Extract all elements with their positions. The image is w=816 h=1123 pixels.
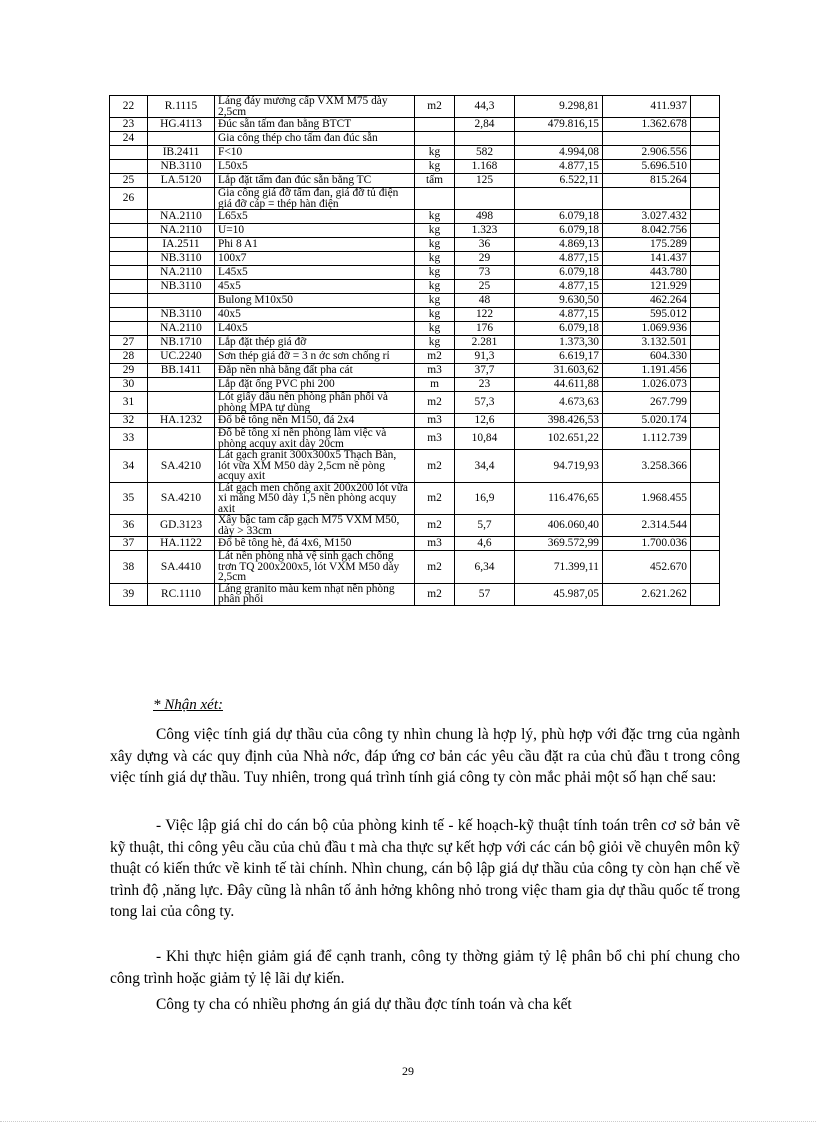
cell-unit-price: 44.611,88 [515, 378, 603, 392]
cell-quantity: 498 [455, 210, 515, 224]
cell-code: SA.4210 [148, 450, 215, 483]
cell-total: 1.191.456 [603, 364, 691, 378]
cell-quantity: 57,3 [455, 392, 515, 414]
cell-unit: kg [415, 160, 455, 174]
cell-unit-price: 6.079,18 [515, 322, 603, 336]
cell-description: 100x7 [215, 252, 415, 266]
cell-blank [691, 294, 720, 308]
cell-total: 2.906.556 [603, 146, 691, 160]
cell-unit-price: 116.476,65 [515, 482, 603, 515]
cell-description: Gia công giá đỡ tấm đan, giá đỡ tủ điện giá đỡ cáp = thép hàn điện [215, 188, 415, 210]
cell-unit-price: 6.619,17 [515, 350, 603, 364]
cell-quantity: 122 [455, 308, 515, 322]
cell-unit: m2 [415, 350, 455, 364]
cell-unit: kg [415, 336, 455, 350]
cell-unit: m3 [415, 428, 455, 450]
table-row [110, 551, 720, 584]
page-number: 29 [402, 1064, 414, 1078]
cell-unit: kg [415, 224, 455, 238]
cell-code: NB.1710 [148, 336, 215, 350]
cell-stt [110, 146, 148, 160]
cell-stt [110, 266, 148, 280]
cell-quantity [455, 188, 515, 210]
cell-description: Đắp nền nhà bằng đất pha cát [215, 364, 415, 378]
table-row [110, 350, 720, 364]
cell-description: Xây bậc tam cấp gạch M75 VXM M50, dày > 33cm [215, 515, 415, 537]
cell-code: R.1115 [148, 96, 215, 118]
cell-total: 452.670 [603, 551, 691, 584]
cell-blank [691, 450, 720, 483]
cell-code: GD.3123 [148, 515, 215, 537]
cell-total [603, 132, 691, 146]
cell-quantity: 6,34 [455, 551, 515, 584]
paragraph-options: Công ty cha có nhiều phơng án giá dự thầu đợc tính toán và cha kết [156, 996, 572, 1013]
cell-blank [691, 174, 720, 188]
cell-total: 5.020.174 [603, 414, 691, 428]
cell-stt: 27 [110, 336, 148, 350]
cell-blank [691, 336, 720, 350]
table-row [110, 294, 720, 308]
cell-stt: 32 [110, 414, 148, 428]
table-row [110, 224, 720, 238]
cell-unit-price: 369.572,99 [515, 537, 603, 551]
cell-unit [415, 132, 455, 146]
cell-total: 462.264 [603, 294, 691, 308]
table-row [110, 322, 720, 336]
table-row [110, 146, 720, 160]
cell-unit: m2 [415, 482, 455, 515]
cell-description: L65x5 [215, 210, 415, 224]
cell-unit-price: 4.673,63 [515, 392, 603, 414]
cell-blank [691, 322, 720, 336]
cell-stt: 37 [110, 537, 148, 551]
table-row [110, 210, 720, 224]
cell-total: 1.968.455 [603, 482, 691, 515]
cell-unit: m2 [415, 96, 455, 118]
note-title: * Nhận xét: [153, 697, 223, 713]
cell-description: L50x5 [215, 160, 415, 174]
table-row [110, 450, 720, 483]
cell-stt: 39 [110, 583, 148, 605]
cell-description: Láng đáy mương cấp VXM M75 dày 2,5cm [215, 96, 415, 118]
cell-code: NA.2110 [148, 210, 215, 224]
cell-code: IA.2511 [148, 238, 215, 252]
cell-unit: m2 [415, 515, 455, 537]
cell-code: HA.1232 [148, 414, 215, 428]
cell-description: Lát gạch men chống axit 200x200 lót vữa xi măng M50 dày 1,5 nền phòng acquy axit [215, 482, 415, 515]
table-row [110, 482, 720, 515]
cell-description: Lót giấy dầu nền phòng phân phối và phòng MPA tự dùng [215, 392, 415, 414]
cell-stt: 34 [110, 450, 148, 483]
cell-unit: kg [415, 238, 455, 252]
cell-unit [415, 188, 455, 210]
cell-code: NB.3110 [148, 160, 215, 174]
cell-unit: m2 [415, 583, 455, 605]
cell-blank [691, 308, 720, 322]
cell-blank [691, 378, 720, 392]
bottom-divider [0, 1121, 816, 1122]
cell-description: 40x5 [215, 308, 415, 322]
cell-code: IB.2411 [148, 146, 215, 160]
cell-total: 411.937 [603, 96, 691, 118]
cell-total: 3.027.432 [603, 210, 691, 224]
cell-description: 45x5 [215, 280, 415, 294]
cell-blank [691, 238, 720, 252]
cell-unit-price: 9.298,81 [515, 96, 603, 118]
cell-quantity: 73 [455, 266, 515, 280]
cell-quantity: 37,7 [455, 364, 515, 378]
cell-total: 3.132.501 [603, 336, 691, 350]
cell-unit: kg [415, 266, 455, 280]
cell-code: NA.2110 [148, 322, 215, 336]
table-row [110, 96, 720, 118]
cell-blank [691, 364, 720, 378]
cell-unit: kg [415, 280, 455, 294]
cell-stt [110, 160, 148, 174]
cell-total [603, 188, 691, 210]
cell-total: 3.258.366 [603, 450, 691, 483]
cell-code: UC.2240 [148, 350, 215, 364]
cell-stt [110, 252, 148, 266]
cell-unit-price: 6.079,18 [515, 210, 603, 224]
cell-total: 267.799 [603, 392, 691, 414]
cell-quantity: 2,84 [455, 118, 515, 132]
table-row [110, 280, 720, 294]
cell-description: L40x5 [215, 322, 415, 336]
cell-unit-price [515, 132, 603, 146]
cell-description: Sơn thép giá đỡ = 3 n ớc sơn chống rỉ [215, 350, 415, 364]
cell-description: Gia công thép cho tấm đan đúc sẵn [215, 132, 415, 146]
cell-stt: 38 [110, 551, 148, 584]
cell-quantity [455, 132, 515, 146]
cell-stt: 23 [110, 118, 148, 132]
cell-blank [691, 515, 720, 537]
cell-unit: m [415, 378, 455, 392]
cell-quantity: 5,7 [455, 515, 515, 537]
cell-description: Lắp đặt thép giá đỡ [215, 336, 415, 350]
cell-code [148, 132, 215, 146]
cell-code [148, 428, 215, 450]
cell-code: HG.4113 [148, 118, 215, 132]
cell-blank [691, 132, 720, 146]
table-row [110, 160, 720, 174]
cell-unit: kg [415, 308, 455, 322]
cell-quantity: 176 [455, 322, 515, 336]
cell-quantity: 1.323 [455, 224, 515, 238]
cell-description: Phi 8 A1 [215, 238, 415, 252]
cell-stt [110, 280, 148, 294]
cell-total: 1.700.036 [603, 537, 691, 551]
table-row [110, 188, 720, 210]
cell-stt: 33 [110, 428, 148, 450]
cell-blank [691, 392, 720, 414]
cell-unit-price: 1.373,30 [515, 336, 603, 350]
cell-description: Đổ bê tông nền M150, đá 2x4 [215, 414, 415, 428]
cell-blank [691, 428, 720, 450]
cell-total: 1.069.936 [603, 322, 691, 336]
cell-unit-price: 94.719,93 [515, 450, 603, 483]
cell-quantity: 23 [455, 378, 515, 392]
cell-stt: 29 [110, 364, 148, 378]
cell-code [148, 294, 215, 308]
cell-blank [691, 280, 720, 294]
cell-quantity: 91,3 [455, 350, 515, 364]
paragraph-pricing-staff: - Việc lập giá chỉ do cán bộ của phòng kinh tế - kế hoạch-kỹ thuật tính toán trên cơ sở bản vẽ kỹ thuật, thi công yêu cầu của chủ đầu t mà cha thực sự kết hợp với các cán bộ giỏi về chuyên môn kỹ thuật có kiến thức về kinh tế tài chính. Nhìn chung, cán bộ lập giá dự thầu của công ty còn hạn chế về trình độ ,năng lực. Đây cũng là nhân tố ảnh hởng không nhỏ trong việc tham gia dự thầu quốc tế trong tong lai của công ty. [110, 817, 740, 921]
cell-code [148, 392, 215, 414]
paragraph-price-reduction: - Khi thực hiện giảm giá để cạnh tranh, công ty thờng giảm tỷ lệ phân bổ chi phí chung cho công trình hoặc giảm tỷ lệ lãi dự kiến. [110, 948, 740, 987]
table-body [110, 96, 720, 606]
cell-description: L45x5 [215, 266, 415, 280]
cell-blank [691, 210, 720, 224]
cell-total: 8.042.756 [603, 224, 691, 238]
cell-code: NB.3110 [148, 280, 215, 294]
cell-stt: 22 [110, 96, 148, 118]
cell-blank [691, 252, 720, 266]
cell-description: Lắp đặt ống PVC phi 200 [215, 378, 415, 392]
cost-estimate-table [109, 95, 720, 606]
cell-total: 141.437 [603, 252, 691, 266]
cell-stt [110, 308, 148, 322]
cell-total: 2.314.544 [603, 515, 691, 537]
cell-stt: 26 [110, 188, 148, 210]
cell-unit-price: 406.060,40 [515, 515, 603, 537]
cell-blank [691, 146, 720, 160]
cell-quantity: 582 [455, 146, 515, 160]
cell-description: Lắp đặt tấm đan đúc sẵn bằng TC [215, 174, 415, 188]
cell-description: Lát gạch granit 300x300x5 Thạch Bàn, lót vữa XM M50 dày 2,5cm nề pòng acquy axit [215, 450, 415, 483]
cell-stt [110, 238, 148, 252]
cell-code: HA.1122 [148, 537, 215, 551]
cell-blank [691, 266, 720, 280]
cell-quantity: 10,84 [455, 428, 515, 450]
cell-unit-price: 45.987,05 [515, 583, 603, 605]
cell-stt: 35 [110, 482, 148, 515]
cell-stt [110, 322, 148, 336]
cell-unit-price: 102.651,22 [515, 428, 603, 450]
cell-stt: 36 [110, 515, 148, 537]
cell-stt: 28 [110, 350, 148, 364]
cell-unit-price: 6.079,18 [515, 224, 603, 238]
cell-unit: kg [415, 252, 455, 266]
cell-code: BB.1411 [148, 364, 215, 378]
cell-quantity: 36 [455, 238, 515, 252]
cell-total: 2.621.262 [603, 583, 691, 605]
cell-description: Đổ bê tông xỉ nền phòng làm việc và phòng acquy axit dày 20cm [215, 428, 415, 450]
table-row [110, 537, 720, 551]
cell-blank [691, 118, 720, 132]
cell-description: Bulong M10x50 [215, 294, 415, 308]
cell-total: 604.330 [603, 350, 691, 364]
cell-unit-price: 4.869,13 [515, 238, 603, 252]
cell-unit-price: 31.603,62 [515, 364, 603, 378]
cell-unit [415, 118, 455, 132]
cell-total: 175.289 [603, 238, 691, 252]
cell-unit-price: 6.522,11 [515, 174, 603, 188]
cell-quantity: 25 [455, 280, 515, 294]
cell-blank [691, 224, 720, 238]
cell-unit: m2 [415, 392, 455, 414]
paragraph-intro: Công việc tính giá dự thầu của công ty nhìn chung là hợp lý, phù hợp với đặc trng của ngành xây dựng và các quy định của Nhà nớc, đáp ứng cơ bản các yêu cầu đặt ra của chủ đầu t trong công việc tính giá dự thầu. Tuy nhiên, trong quá trình tính giá công ty còn mắc phải một số hạn chế sau: [110, 726, 740, 787]
table-row [110, 266, 720, 280]
cell-blank [691, 96, 720, 118]
cell-unit-price: 9.630,50 [515, 294, 603, 308]
cell-blank [691, 482, 720, 515]
cell-code: SA.4210 [148, 482, 215, 515]
table-row [110, 392, 720, 414]
table-row [110, 515, 720, 537]
cell-quantity: 4,6 [455, 537, 515, 551]
cell-unit-price: 4.877,15 [515, 308, 603, 322]
cell-blank [691, 160, 720, 174]
cell-stt: 25 [110, 174, 148, 188]
cell-code [148, 188, 215, 210]
cell-unit-price: 6.079,18 [515, 266, 603, 280]
table-row [110, 308, 720, 322]
cell-quantity: 57 [455, 583, 515, 605]
cell-code [148, 378, 215, 392]
cell-total: 595.012 [603, 308, 691, 322]
cell-quantity: 29 [455, 252, 515, 266]
cell-code: LA.5120 [148, 174, 215, 188]
cell-quantity: 34,4 [455, 450, 515, 483]
table-row [110, 364, 720, 378]
cell-quantity: 2.281 [455, 336, 515, 350]
table-row [110, 414, 720, 428]
cell-blank [691, 583, 720, 605]
cell-unit: m3 [415, 364, 455, 378]
cell-code: NB.3110 [148, 308, 215, 322]
table-row [110, 428, 720, 450]
cell-quantity: 48 [455, 294, 515, 308]
table-row [110, 252, 720, 266]
cell-blank [691, 188, 720, 210]
cell-stt: 30 [110, 378, 148, 392]
cell-quantity: 12,6 [455, 414, 515, 428]
cell-code: SA.4410 [148, 551, 215, 584]
cell-quantity: 125 [455, 174, 515, 188]
cell-blank [691, 537, 720, 551]
cell-stt [110, 294, 148, 308]
cell-stt: 31 [110, 392, 148, 414]
cell-unit: kg [415, 322, 455, 336]
cell-quantity: 1.168 [455, 160, 515, 174]
cell-unit: m2 [415, 551, 455, 584]
table-row [110, 174, 720, 188]
cell-quantity: 16,9 [455, 482, 515, 515]
cell-blank [691, 414, 720, 428]
table-row [110, 132, 720, 146]
cell-blank [691, 350, 720, 364]
cell-unit-price: 4.877,15 [515, 160, 603, 174]
cell-total: 121.929 [603, 280, 691, 294]
cell-code: NA.2110 [148, 266, 215, 280]
cell-description: Láng granito màu kem nhạt nền phòng phân phối [215, 583, 415, 605]
table-row [110, 378, 720, 392]
cell-unit-price: 479.816,15 [515, 118, 603, 132]
cell-quantity: 44,3 [455, 96, 515, 118]
cell-description: F<10 [215, 146, 415, 160]
cell-unit-price: 4.994,08 [515, 146, 603, 160]
table-row [110, 118, 720, 132]
cell-total: 1.112.739 [603, 428, 691, 450]
table-row [110, 336, 720, 350]
cell-unit: tấm [415, 174, 455, 188]
cell-unit: kg [415, 146, 455, 160]
cell-code: NB.3110 [148, 252, 215, 266]
cell-unit: m3 [415, 537, 455, 551]
cell-total: 815.264 [603, 174, 691, 188]
table-row [110, 583, 720, 605]
cell-unit: m3 [415, 414, 455, 428]
cell-unit: kg [415, 210, 455, 224]
cell-unit-price: 398.426,53 [515, 414, 603, 428]
cell-total: 1.362.678 [603, 118, 691, 132]
cell-unit: kg [415, 294, 455, 308]
cell-unit-price: 71.399,11 [515, 551, 603, 584]
cell-code: RC.1110 [148, 583, 215, 605]
table-row [110, 238, 720, 252]
cell-total: 5.696.510 [603, 160, 691, 174]
cell-blank [691, 551, 720, 584]
cell-stt [110, 210, 148, 224]
cell-description: Đổ bê tông hè, đá 4x6, M150 [215, 537, 415, 551]
cell-code: NA.2110 [148, 224, 215, 238]
cell-total: 443.780 [603, 266, 691, 280]
cell-unit: m2 [415, 450, 455, 483]
cell-unit-price: 4.877,15 [515, 280, 603, 294]
cell-stt [110, 224, 148, 238]
cell-description: Đúc sẵn tấm đan bằng BTCT [215, 118, 415, 132]
cell-unit-price: 4.877,15 [515, 252, 603, 266]
cell-description: Lát nền phòng nhà vệ sinh gạch chống trơn TQ 200x200x5, lót VXM M50 dày 2,5cm [215, 551, 415, 584]
cell-stt: 24 [110, 132, 148, 146]
cell-description: U=10 [215, 224, 415, 238]
cell-unit-price [515, 188, 603, 210]
cell-total: 1.026.073 [603, 378, 691, 392]
